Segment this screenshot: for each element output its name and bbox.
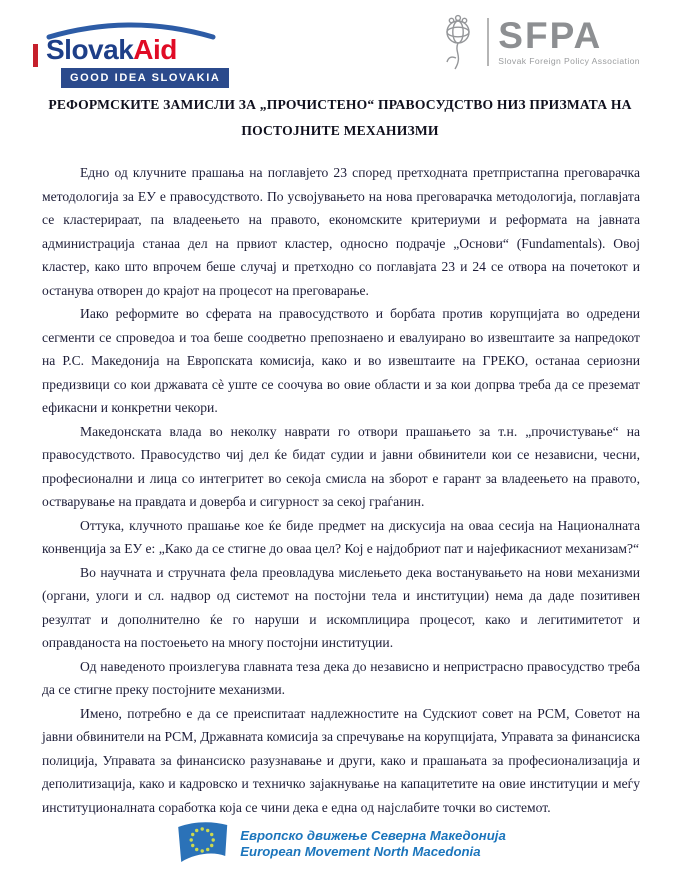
slovakaid-word-aid: Aid	[133, 34, 177, 65]
sfpa-acronym: SFPA	[498, 15, 603, 56]
footer-line-mk: Европско движење Северна Македонија	[240, 827, 506, 843]
slovakaid-word-slovak: Slovak	[46, 34, 134, 65]
document-title: РЕФОРМСКИТЕ ЗАМИСЛИ ЗА „ПРОЧИСТЕНО“ ПРАВОСУДСТВО НИЗ ПРИЗМАТА НА ПОСТОЈНИТЕ МЕХАНИЗМИ	[48, 97, 632, 138]
sfpa-logo	[437, 12, 640, 72]
sfpa-text-block	[498, 15, 640, 66]
european-movement-logo	[174, 820, 506, 868]
slovakaid-tagline	[61, 68, 221, 88]
slovakaid-logo	[46, 16, 221, 88]
paragraph-6: Од наведеното произлегува главната теза дека до независно и непристрасно правосудство треба да се стигне преку постојните механизми.	[42, 658, 640, 697]
paragraph-1: Едно од клучните прашања на поглавјето 23 според претходната претпристапна преговарачка методологија за ЕУ е правосудството. По усвојувањето на нова преговарачка методологија, поглавјата се кластерираат, па владеењето на правото, економските критериуми и реформата на јавната администрација станаа дел на првиот кластер, односно подрачје „Основи“ (Fundamentals). Овој кластер, како што впрочем беше случај и претходно со поглавјата 23 и 24 се отвора на почетокот и останува отворен до крајот на процесот на преговарање.	[42, 165, 640, 298]
paragraph-7: Имено, потребно е да се преиспитаат надлежностите на Судскиот совет на РСМ, Советот на јавни обвинители на РСМ, Државната комисија за спречување на корупцијата, Управата за финансиска полиција, Управата за финансиско разузнавање и други, како и прашањата за професионализација и деполитизација, како и кадровско и техничко зајакнување на капацитетите на овие институции и меѓу институционалната соработка која се чини дека е една од најслабите точки во системот.	[42, 705, 640, 815]
tagline-text: GOOD IDEA SLOVAKIA	[61, 68, 229, 88]
document-body	[42, 161, 640, 819]
eu-flag-icon	[174, 820, 230, 868]
european-movement-text	[240, 828, 506, 861]
sfpa-divider	[487, 18, 489, 66]
paragraph-3: Македонската влада во неколку наврати го отвори прашањето за т.н. „прочистување“ на правосудството. Правосудство чиј дел ќе бидат судии и јавни обвинители кои се независни, чесни, професионални и лица со интегритет во секоја смисла на зборот е гарант за владеењето на правото, остварување на правдата и доверба и сигурност за секој граѓанин.	[42, 423, 640, 509]
sfpa-carnation-icon	[437, 12, 479, 72]
paragraph-4: Оттука, клучното прашање кое ќе биде предмет на дискусија на оваа сесија на Националната конвенција за ЕУ е: „Како да се стигне до оваа цел? Кој е најдобриот пат и најефикасниот механизам?“	[42, 517, 640, 556]
paragraph-5: Во научната и стручната фела преовладува мислењето дека востанувањето на нови механизми (органи, улоги и сл. надвор од системот на постојни тела и институции) нема да даде позитивен резултат и дополнително ќе го наруши и искомплицира процесот, како и легитимитетот и оправданоста на постоењето на многу постојни институции.	[42, 564, 640, 650]
paragraph-2: Иако реформите во сферата на правосудството и борбата против корупцијата во одредени сегменти се спроведоа и тоа беше соодветно препознаено и евалуирано во извештаите за напредокот на Р.С. Македонија на Европската комисија, како и во извештаите на ГРЕКО, останаа сериозни предизвици со кои државата сè уште се соочува во овие области и за кои допрва треба да се преземат ефикасни и конкретни чекори.	[42, 306, 640, 415]
footer-line-en: European Movement North Macedonia	[240, 844, 481, 859]
sfpa-subtitle: Slovak Foreign Policy Association	[498, 56, 640, 66]
slovakaid-wordmark	[46, 36, 218, 64]
red-bar-decoration	[33, 44, 38, 67]
